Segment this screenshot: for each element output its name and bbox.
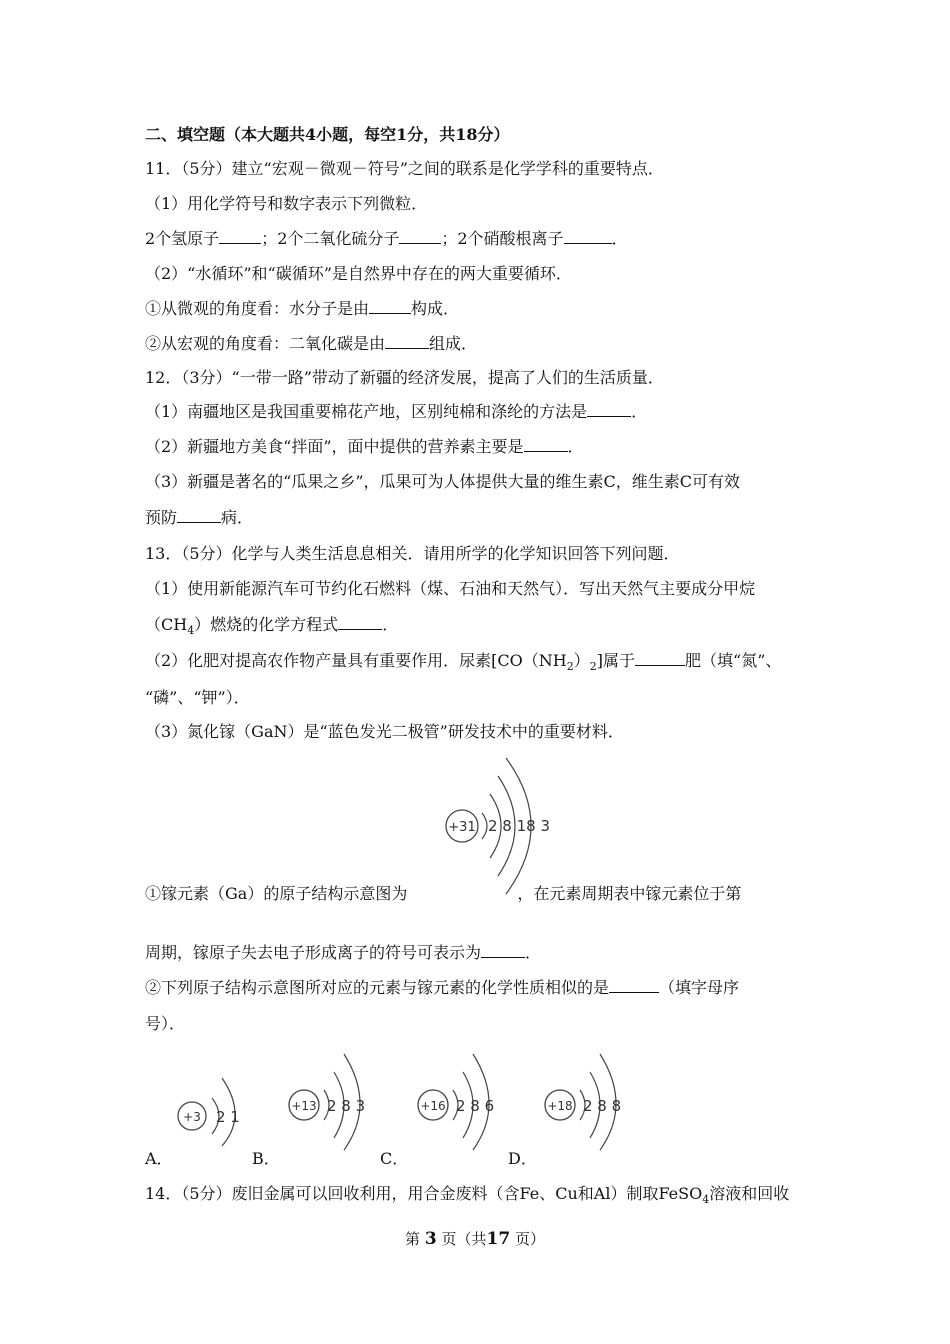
q13-part3a-cont: 周期，镓原子失去电子形成离子的符号可表示为 ． bbox=[145, 943, 542, 962]
answer-blank[interactable] bbox=[481, 943, 525, 958]
page-footer: 第 3 页（共17 页） bbox=[405, 1229, 545, 1249]
answer-blank[interactable] bbox=[177, 508, 221, 523]
answer-blank[interactable] bbox=[369, 299, 411, 314]
ga-shell-electrons: 2 8 18 3 bbox=[488, 817, 551, 835]
q12-stem: 12．（3分）“一带一路”带动了新疆的经济发展，提高了人们的生活质量． bbox=[145, 368, 664, 387]
page-number: 3 bbox=[424, 1229, 437, 1249]
q13-part1b: $(CH_4)$燃烧的化学方程式 ． bbox=[145, 615, 399, 638]
q13-part3b-cont: 号）． bbox=[145, 1014, 186, 1033]
q12-part3: （3）新疆是著名的“瓜果之乡”，瓜果可为人体提供大量的维生素C，维生素C可有效 bbox=[145, 472, 741, 491]
q11-part2b: ②从宏观的角度看：二氧化碳是由 组成． bbox=[145, 334, 478, 353]
q11-part2a: ①从微观的角度看：水分子是由 构成． bbox=[145, 299, 460, 318]
page-total: 17 bbox=[486, 1229, 511, 1249]
q11-part2: （2）“水循环”和“碳循环”是自然界中存在的两大重要循环． bbox=[145, 264, 572, 283]
answer-blank[interactable] bbox=[524, 437, 568, 452]
q13-part3b: ②下列原子结构示意图所对应的元素与镓元素的化学性质相似的是 （填字母序 bbox=[145, 978, 740, 997]
svg-text:+13: +13 bbox=[291, 1099, 317, 1113]
gallium-atom-diagram bbox=[440, 750, 560, 899]
q11-stem: 11．（5分）建立“宏观－微观－符号”之间的联系是化学学科的重要特点． bbox=[145, 159, 664, 178]
svg-text:+16: +16 bbox=[420, 1099, 446, 1113]
svg-text:2 8 3: 2 8 3 bbox=[327, 1097, 366, 1115]
answer-blank[interactable] bbox=[609, 978, 659, 993]
answer-blank[interactable] bbox=[564, 229, 612, 244]
q13-part3: （3）氮化镓（GaN）是“蓝色发光二极管”研发技术中的重要材料． bbox=[145, 722, 624, 741]
svg-text:2 1: 2 1 bbox=[216, 1108, 240, 1126]
svg-text:+18: +18 bbox=[547, 1099, 573, 1113]
q12-part2: （2）新疆地方美食“拌面”，面中提供的营养素主要是 ． bbox=[145, 437, 584, 456]
q13-part2b: “磷”、“钾”）． bbox=[145, 688, 250, 707]
answer-blank[interactable] bbox=[399, 229, 441, 244]
q13-part2: （2）化肥对提高农作物产量具有重要作用．尿素$[CO(NH_2)_2]$属于 肥（填“氮”、 bbox=[145, 651, 782, 674]
option-a-atom-diagram bbox=[170, 1068, 260, 1152]
svg-text:2 8 8: 2 8 8 bbox=[583, 1097, 622, 1115]
q11-part1: （1）用化学符号和数字表示下列微粒． bbox=[145, 194, 428, 213]
q13-stem: 13．（5分）化学与人类生活息息相关．请用所学的化学知识回答下列问题． bbox=[145, 544, 680, 563]
answer-blank[interactable] bbox=[338, 615, 382, 630]
svg-text:+3: +3 bbox=[183, 1110, 201, 1124]
option-b-label[interactable]: B． bbox=[252, 1149, 280, 1168]
q12-part3b: 预防 病． bbox=[145, 508, 254, 527]
ga-nucleus-charge: +31 bbox=[448, 820, 476, 835]
q14-stem: 14．（5分）废旧金属可以回收利用，用合金废料（含Fe、Cu和Al）制取FeSO$_4$溶液和回收 bbox=[145, 1184, 790, 1207]
q12-part1: （1）南疆地区是我国重要棉花产地，区别纯棉和涤纶的方法是 ． bbox=[145, 402, 648, 421]
svg-text:2 8 6: 2 8 6 bbox=[456, 1097, 495, 1115]
answer-blank[interactable] bbox=[587, 402, 631, 417]
section-title: 二、填空题（本大题共4小题，每空1分，共18分） bbox=[145, 125, 510, 144]
answer-blank[interactable] bbox=[385, 334, 429, 349]
option-c-atom-diagram bbox=[413, 1050, 513, 1154]
option-a-label[interactable]: A． bbox=[145, 1149, 173, 1168]
q13-part1: （1）使用新能源汽车可节约化石燃料（煤、石油和天然气）．写出天然气主要成分甲烷 bbox=[145, 579, 756, 598]
answer-blank[interactable] bbox=[635, 651, 685, 666]
answer-blank[interactable] bbox=[219, 229, 261, 244]
q11-part1-blanks: 2个氢原子 ；2个二氧化硫分子 ；2个硝酸根离子 ． bbox=[145, 229, 628, 248]
option-c-label[interactable]: C． bbox=[380, 1149, 409, 1168]
option-b-atom-diagram bbox=[284, 1050, 384, 1154]
option-d-label[interactable]: D． bbox=[508, 1149, 537, 1168]
option-d-atom-diagram bbox=[540, 1050, 640, 1154]
q13-part3a: ①镓元素（Ga）的原子结构示意图为 ，在元素周期表中镓元素位于第 bbox=[145, 884, 742, 903]
